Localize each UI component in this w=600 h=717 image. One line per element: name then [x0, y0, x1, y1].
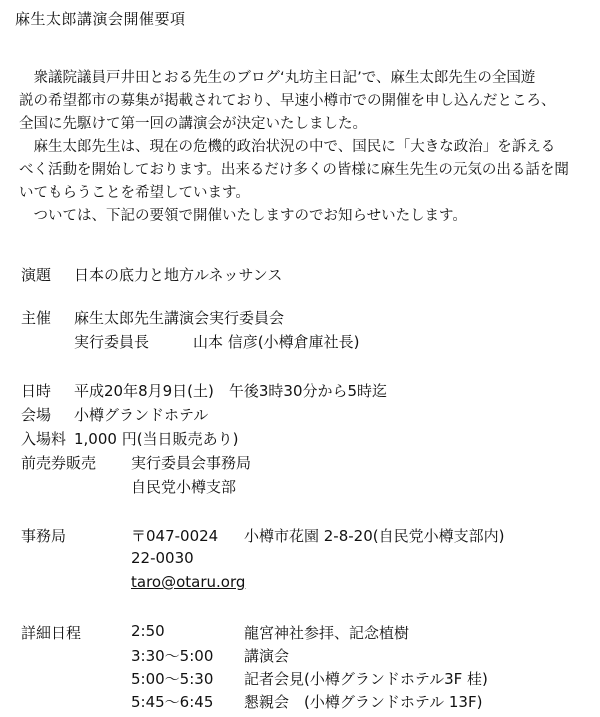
theme-label: 演題 — [21, 266, 52, 284]
presale-value: 実行委員会事務局 — [131, 454, 252, 472]
schedule-time: 5:00～5:30 — [131, 670, 214, 688]
body-line: 説の希望都市の募集が掲載されており、早速小樽市での開催を申し込んだところ、 — [19, 93, 556, 109]
office-label: 事務局 — [21, 527, 67, 545]
venue-value: 小樽グランドホテル — [74, 406, 209, 424]
schedule-time: 5:45～6:45 — [131, 693, 214, 711]
schedule-event: 講演会 — [244, 647, 290, 665]
chair-name: 山本 信彦(小樽倉庫社長) — [193, 333, 360, 351]
body-line: 麻生太郎先生は、現在の危機的政治状況の中で、国民に「大きな政治」を訴える — [19, 139, 556, 155]
chair-title: 実行委員長 — [74, 333, 150, 351]
office-postal: 〒047-0024 — [131, 527, 219, 545]
datetime-label: 日時 — [21, 382, 52, 400]
document-title: 麻生太郎講演会開催要項 — [15, 10, 186, 28]
organizer-label: 主催 — [21, 309, 52, 327]
presale-label: 前売券販売 — [21, 454, 97, 472]
body-line: ついては、下記の要領で開催いたしますのでお知らせいたします。 — [19, 208, 467, 224]
schedule-time: 3:30～5:00 — [131, 647, 214, 665]
presale-value: 自民党小樽支部 — [131, 478, 237, 496]
body-line: べく活動を開始しております。出来るだけ多くの皆様に麻生先生の元気の出る話を聞 — [19, 162, 569, 178]
fee-label: 入場料 — [21, 430, 67, 448]
office-email: taro@otaru.org — [131, 573, 246, 591]
schedule-event: 懇親会 (小樽グランドホテル 13F) — [244, 693, 483, 711]
office-address: 小樽市花園 2-8-20(自民党小樽支部内) — [244, 527, 505, 545]
schedule-event: 記者会見(小樽グランドホテル3F 桂) — [244, 670, 488, 688]
schedule-label: 詳細日程 — [21, 624, 82, 642]
datetime-value: 平成20年8月9日(土) 午後3時30分から5時迄 — [74, 382, 388, 400]
office-phone: 22-0030 — [131, 549, 194, 567]
schedule-time: 2:50 — [131, 622, 165, 640]
schedule-event: 龍宮神社参拝、記念植樹 — [244, 624, 410, 642]
organizer-value: 麻生太郎先生講演会実行委員会 — [74, 309, 285, 327]
body-line: 衆議院議員戸井田とおる先生のブログ‘丸坊主日記’で、麻生太郎先生の全国遊 — [19, 70, 536, 86]
theme-value: 日本の底力と地方ルネッサンス — [74, 266, 283, 284]
body-line: 全国に先駆けて第一回の講演会が決定いたしました。 — [19, 116, 367, 132]
venue-label: 会場 — [21, 406, 52, 424]
body-line: いてもらうことを希望しています。 — [19, 185, 250, 201]
fee-value: 1,000 円(当日販売あり) — [74, 430, 239, 448]
